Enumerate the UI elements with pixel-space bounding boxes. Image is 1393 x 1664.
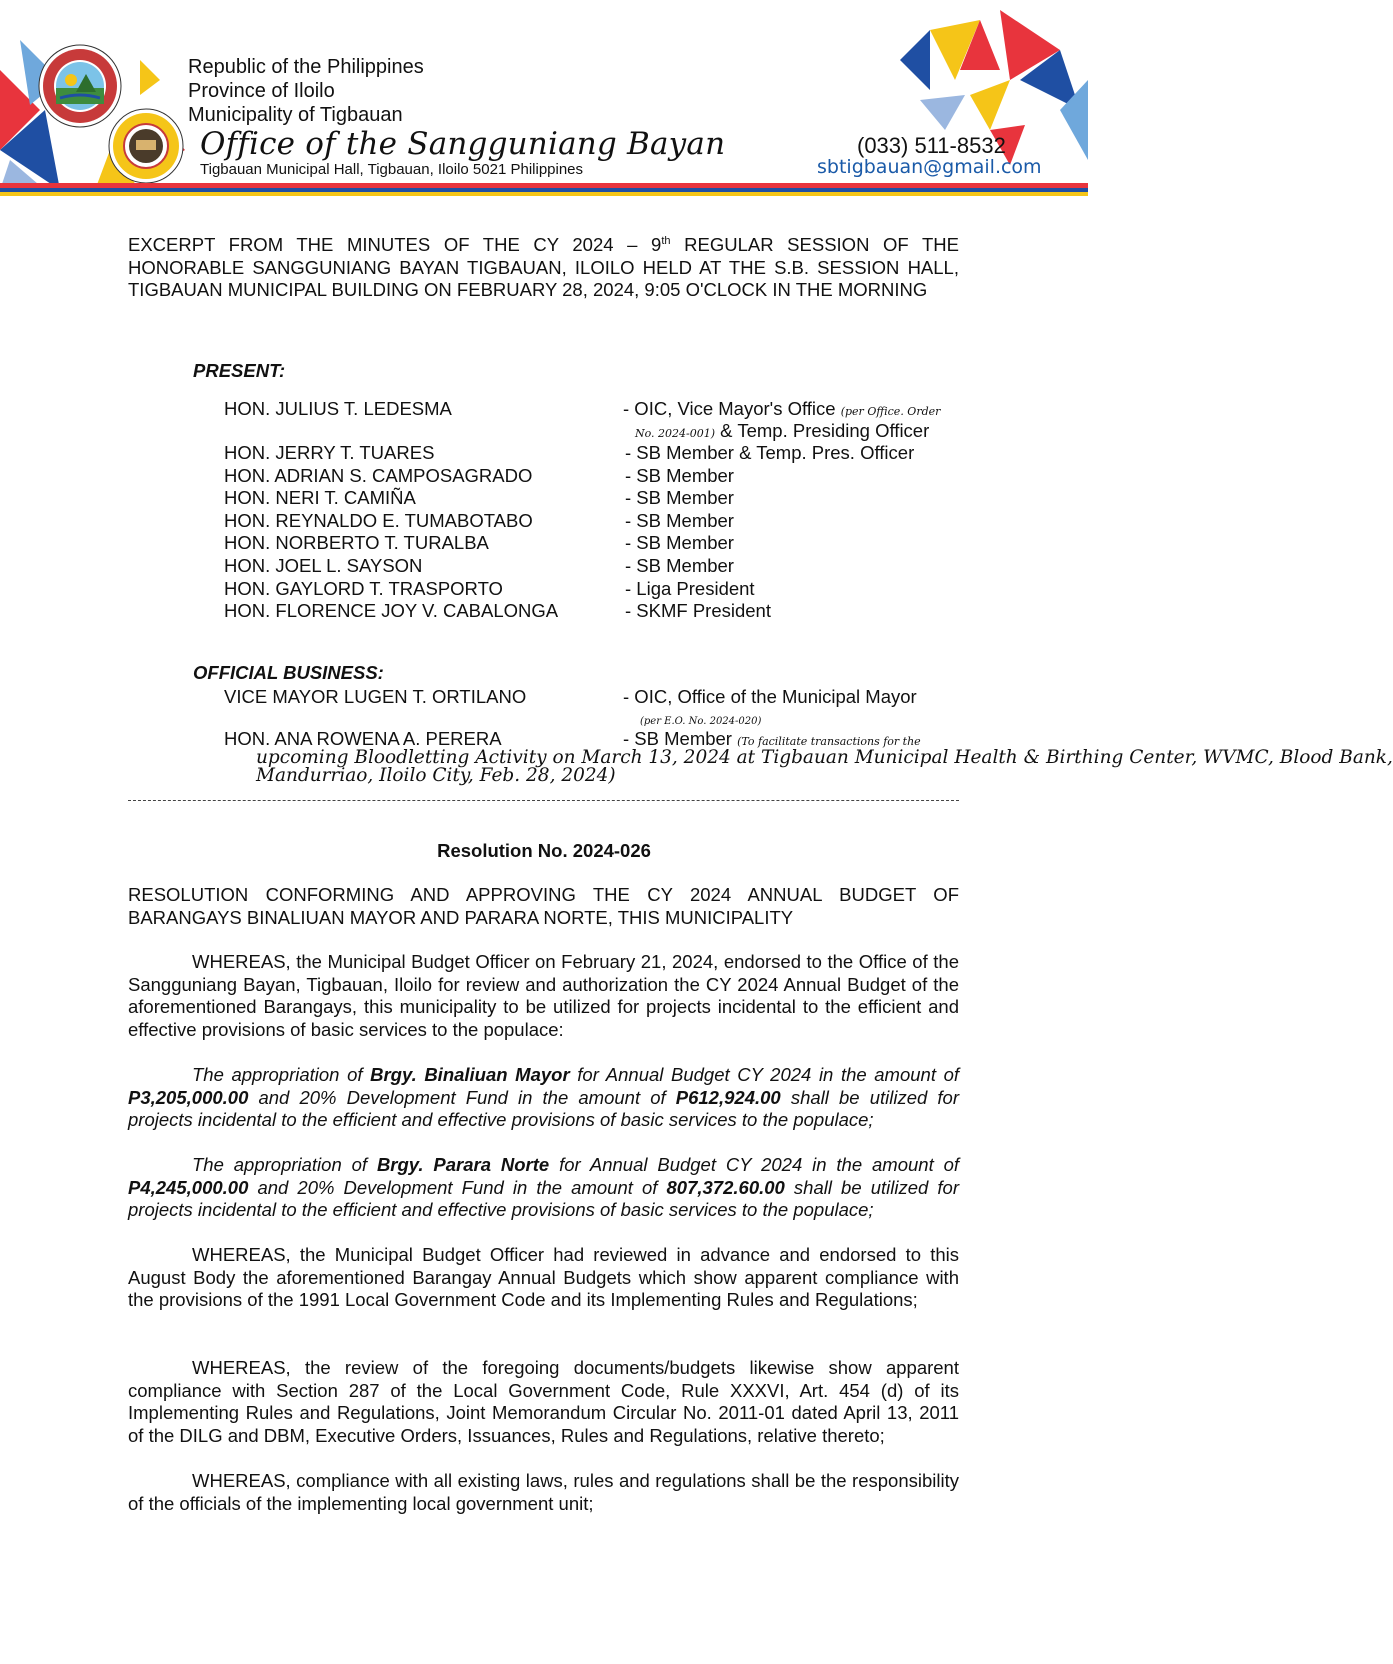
- member-name: HON. NORBERTO T. TURALBA: [224, 532, 489, 553]
- member-role: - SB Member: [625, 555, 734, 576]
- ob-vice-mayor-role: - OIC, Office of the Municipal Mayor: [623, 686, 917, 707]
- member-name: HON. NERI T. CAMIÑA: [224, 487, 416, 508]
- member-role: - SB Member: [625, 487, 734, 508]
- whereas-3: WHEREAS, the review of the foregoing documents/budgets likewise show apparent compliance with Section 287 of the Local Government Code, Rule XXXVI, Art. 454 (d) of its Implementing Rules and Regulations, Joint Memorandum Circular No. 2011-01 dated April 13, 2011 of the DILG and DBM, Executive Orders, Issuances, Rules and Regulations, relative thereto;: [128, 1357, 959, 1446]
- excerpt-heading: EXCERPT FROM THE MINUTES OF THE CY 2024 – 9th REGULAR SESSION OF THE HONORABLE SANGGUNIANG BAYAN TIGBAUAN, ILOILO HELD AT THE S.B. SESSION HALL, TIGBAUAN MUNICIPAL BUILDING ON FEBRUARY 28, 2024, 9:05 O'CLOCK IN THE MORNING: [128, 234, 959, 301]
- ob-sb-member-name: HON. ANA ROWENA A. PERERA: [224, 728, 502, 749]
- present-first-name: HON. JULIUS T. LEDESMA: [224, 398, 452, 419]
- present-first-role-cont: No. 2024-001) & Temp. Presiding Officer: [635, 420, 930, 441]
- member-role: - SB Member: [625, 510, 734, 531]
- section-divider: [128, 800, 959, 801]
- member-role: - SB Member & Temp. Pres. Officer: [625, 442, 915, 463]
- official-business-heading: OFFICIAL BUSINESS:: [193, 662, 384, 683]
- ob-vice-mayor-note: (per E.O. No. 2024-020): [640, 716, 762, 727]
- member-name: HON. GAYLORD T. TRASPORTO: [224, 578, 503, 599]
- present-first-role: - OIC, Vice Mayor's Office (per Office. Order: [623, 398, 941, 419]
- ob-vice-mayor-name: VICE MAYOR LUGEN T. ORTILANO: [224, 686, 527, 707]
- office-title: Office of the Sangguniang Bayan: [200, 126, 726, 162]
- ob-sb-member-role: - SB Member (To facilitate transactions for the: [623, 728, 921, 749]
- present-heading: PRESENT:: [193, 360, 286, 381]
- whereas-1: WHEREAS, the Municipal Budget Officer on February 21, 2024, endorsed to the Office of the Sangguniang Bayan, Tigbauan, Iloilo for review and authorization the CY 2024 Annual Budget of the aforementioned Barangays, this municipality to be utilized for projects incidental to the efficient and effective provisions of basic services to the populace:: [128, 951, 959, 1040]
- member-name: HON. JOEL L. SAYSON: [224, 555, 423, 576]
- header-stripe-yellow: [0, 192, 1088, 196]
- member-name: HON. JERRY T. TUARES: [224, 442, 435, 463]
- whereas-4: WHEREAS, compliance with all existing laws, rules and regulations shall be the responsibility of the officials of the implementing local government unit;: [128, 1470, 959, 1514]
- office-address: Tigbauan Municipal Hall, Tigbauan, Iloilo 5021 Philippines: [200, 161, 584, 178]
- resolution-number: Resolution No. 2024-026: [437, 840, 651, 861]
- header-province: Province of Iloilo: [188, 80, 335, 102]
- ob-sb-member-note-3: Mandurriao, Iloilo City, Feb. 28, 2024): [256, 765, 616, 786]
- phone-number: (033) 511-8532: [857, 133, 1006, 158]
- resolution-title: RESOLUTION CONFORMING AND APPROVING THE CY 2024 ANNUAL BUDGET OF BARANGAYS BINALIUAN MAYOR AND PARARA NORTE, THIS MUNICIPALITY: [128, 884, 959, 928]
- ob-sb-member-note-2: upcoming Bloodletting Activity on March 13, 2024 at Tigbauan Municipal Health & Birthing Center, WVMC, Blood Bank,: [256, 747, 1393, 768]
- appropriation-binaliuan-mayor: The appropriation of Brgy. Binaliuan Mayor for Annual Budget CY 2024 in the amount of P3,205,000.00 and 20% Development Fund in the amount of P612,924.00 shall be utilized for projects incidental to the efficient and effective provisions of basic services to the populace;: [128, 1064, 959, 1131]
- member-name: HON. REYNALDO E. TUMABOTABO: [224, 510, 533, 531]
- letterhead: [0, 0, 1088, 205]
- header-republic: Republic of the Philippines: [188, 56, 424, 78]
- member-role: - SB Member: [625, 532, 734, 553]
- email-address[interactable]: sbtigbauan@gmail.com: [817, 156, 1042, 178]
- appropriation-parara-norte: The appropriation of Brgy. Parara Norte for Annual Budget CY 2024 in the amount of P4,245,000.00 and 20% Development Fund in the amount of 807,372.60.00 shall be utilized for projects incidental to the efficient and effective provisions of basic services to the populace;: [128, 1154, 960, 1221]
- member-name: HON. ADRIAN S. CAMPOSAGRADO: [224, 465, 533, 486]
- member-role: - Liga President: [625, 578, 755, 599]
- member-role: - SKMF President: [625, 600, 771, 621]
- member-name: HON. FLORENCE JOY V. CABALONGA: [224, 600, 559, 621]
- member-role: - SB Member: [625, 465, 734, 486]
- sangguniang-bayan-seal: [108, 108, 184, 189]
- whereas-2: WHEREAS, the Municipal Budget Officer had reviewed in advance and endorsed to this August Body the aforementioned Barangay Annual Budgets which show apparent compliance with the provisions of the 1991 Local Government Code and its Implementing Rules and Regulations;: [128, 1244, 959, 1311]
- header-municipality: Municipality of Tigbauan: [188, 104, 403, 126]
